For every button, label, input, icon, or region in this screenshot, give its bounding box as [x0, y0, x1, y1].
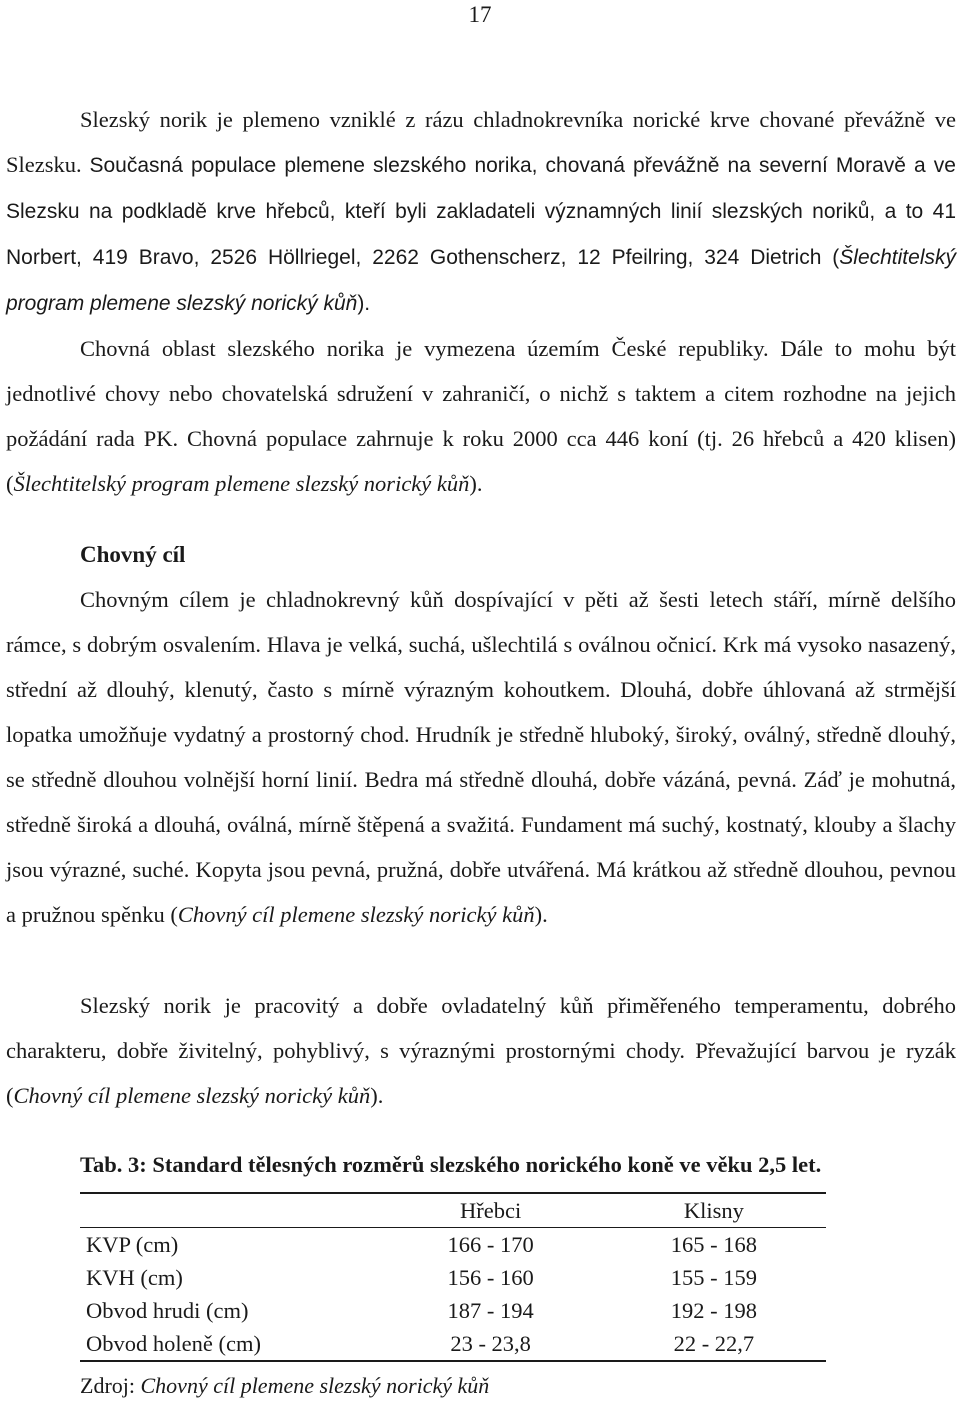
citation-breeding-goal: Chovný cíl plemene slezský norický kůň	[177, 902, 535, 927]
table-row	[80, 1228, 826, 1262]
paragraph-intro-text-1: Slezský norik je plemeno vzniklé z rázu chladnokrevníka norické krve chované převážně ve Slezsku.	[6, 107, 956, 177]
paragraph-area-text-1: Chovná oblast slezského norika je vymezena územím České republiky.	[80, 336, 781, 361]
table-cell-stallions: 23 - 23,8	[380, 1327, 602, 1361]
citation-breeding-program: Šlechtitelský program plemene slezský norický kůň	[6, 246, 956, 315]
paragraph-area-text-2: Dále to mohu být jednotlivé chovy nebo chovatelská sdružení v zahraničí, o nichž s taktem a citem rozhodne na jejich požádání rada PK. Chovná populace zahrnuje k roku 2000 cca 446 koní (tj. 26 hřebců a 420 klisen) (	[6, 336, 956, 496]
table-cell-mares: 155 - 159	[670, 1264, 757, 1290]
table-cell-stallions: 187 - 194	[447, 1297, 534, 1323]
table-cell-measure: KVP (cm)	[86, 1231, 179, 1257]
paragraph-intro-text-2: Současná populace plemene slezského norika, chovaná převážně na severní Moravě a ve Slezsku na podkladě krve hřebců, kteří byli zakladateli významných linií slezských noriků, a to 41 Norbert, 419 Bravo, 2526 Höllriegel, 2262 Gothenscherz, 12 Pfeilring, 324 Dietrich (Šlechtitelský program plemene slezský norický kůň).	[6, 154, 956, 315]
table-cell-stallions: 156 - 160	[447, 1264, 534, 1290]
page-number: 17	[468, 2, 492, 27]
table-cell-measure: Obvod holeně (cm)	[80, 1327, 380, 1361]
paragraph-temperament: Slezský norik je pracovitý a dobře ovladatelný kůň přiměřeného temperamentu, dobrého charakteru, dobře živitelný, pohyblivý, s výraznými prostornými chody. Převažující barvou je ryzák (Chovný cíl plemene slezský norický kůň).	[6, 993, 956, 1108]
table-source	[80, 1371, 489, 1401]
table-cell-stallions: 166 - 170	[447, 1231, 534, 1257]
table-cell-mares: 22 - 22,7	[602, 1327, 826, 1361]
section-heading: Chovný cíl	[80, 542, 186, 567]
paragraph-intro	[6, 97, 956, 326]
source-label: Zdroj:	[80, 1373, 141, 1398]
source-citation: Chovný cíl plemene slezský norický kůň	[140, 1373, 490, 1398]
temperament-section	[6, 983, 956, 1118]
breeding-goal-section	[6, 577, 956, 937]
table-cell-measure: Obvod hrudi (cm)	[86, 1297, 249, 1323]
table-caption: Tab. 3: Standard tělesných rozměrů slezského norického koně ve věku 2,5 let.	[80, 1152, 822, 1177]
table-header-row	[80, 1193, 826, 1228]
table-row	[80, 1294, 826, 1327]
table-header-mares: Klisny	[602, 1193, 826, 1228]
paragraph-breeding-goal: Chovným cílem je chladnokrevný kůň dospívající v pěti až šesti letech stáří, mírně delšího rámce, s dobrým osvalením. Hlava je velká, suchá, ušlechtilá s oválnou očnicí. Krk má vysoko nasazený, střední až dlouhý, klenutý, často s mírně výrazným kohoutkem. Dlouhá, dobře úhlovaná až strmější lopatka umožňuje vydatný a prostorný chod. Hrudník je středně hluboký, široký, oválný, středně dlouhý, se středně dlouhou volnější horní linií. Bedra má středně dlouhá, dobře vázáná, pevná. Záď je mohutná, středně široká a dlouhá, oválná, mírně štěpená a svažitá. Fundament má suchý, kostnatý, klouby a šlachy jsou výrazné, suché. Kopyta jsou pevná, pružná, dobře utvářená. Má krátkou až středně dlouhou, pevnou a pružnou spěnku (Chovný cíl plemene slezský norický kůň).	[6, 587, 956, 927]
intro-section	[6, 97, 956, 506]
table-cell-measure: KVH (cm)	[86, 1264, 183, 1290]
citation-breeding-goal: Chovný cíl plemene slezský norický kůň	[13, 1083, 371, 1108]
table-header-empty	[80, 1193, 380, 1228]
citation-breeding-program: Šlechtitelský program plemene slezský norický kůň	[13, 471, 470, 496]
table-row	[80, 1261, 826, 1294]
table-header-stallions: Hřebci	[380, 1193, 602, 1228]
paragraph-breeding-area: Chovná oblast slezského norika je vymezena územím České republiky. Dále to mohu být jednotlivé chovy nebo chovatelská sdružení v zahraničí, o nichž s taktem a citem rozhodne na jejich požádání rada PK. Chovná populace zahrnuje k roku 2000 cca 446 koní (tj. 26 hřebců a 420 klisen) (Šlechtitelský program plemene slezský norický kůň).	[6, 336, 956, 496]
table-cell-mares: 192 - 198	[670, 1297, 757, 1323]
table-cell-mares: 165 - 168	[670, 1231, 757, 1257]
table-row	[80, 1327, 826, 1361]
body-measurements-table	[80, 1192, 826, 1362]
